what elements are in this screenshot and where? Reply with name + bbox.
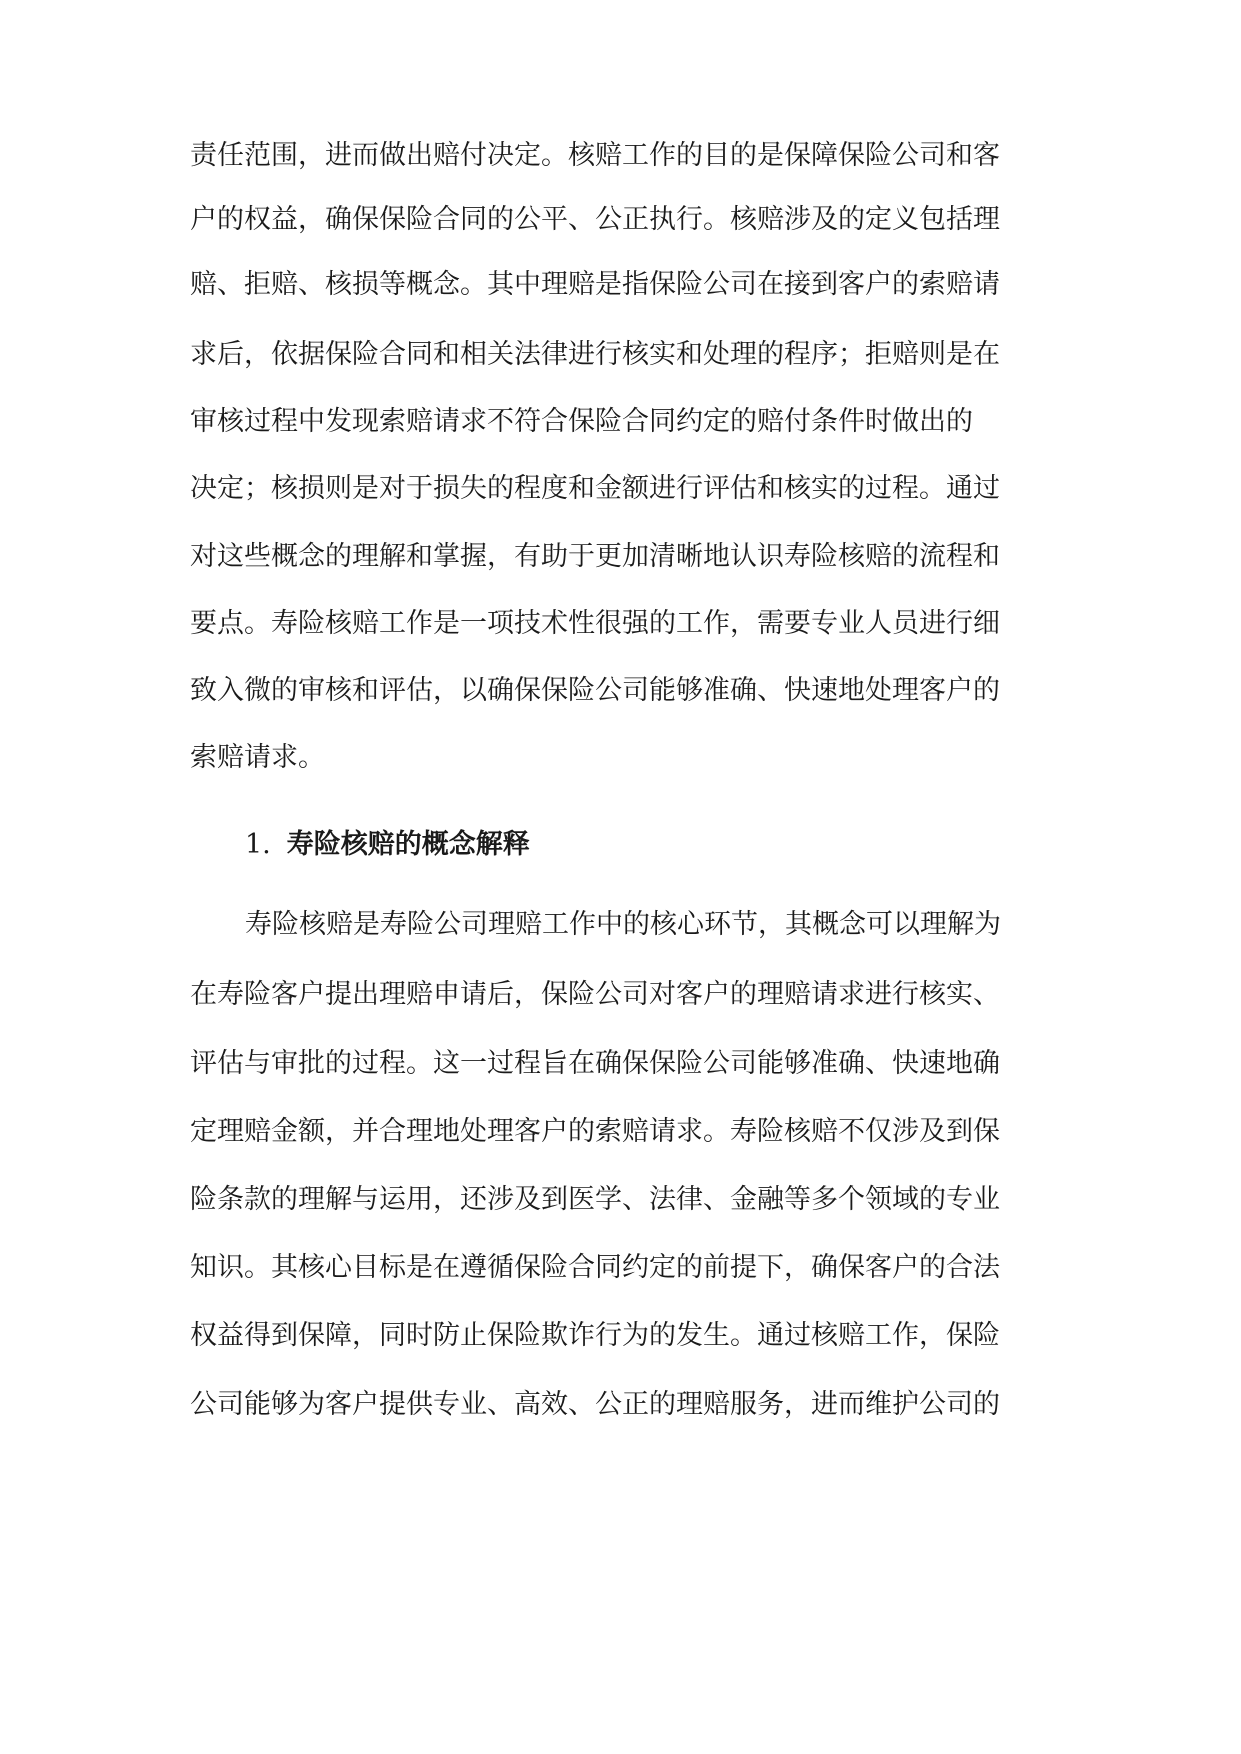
paragraph-2-line-5: 险条款的理解与运用，还涉及到医学、法律、金融等多个领域的专业 (190, 1184, 1000, 1215)
paragraph-2-line-7: 权益得到保障，同时防止保险欺诈行为的发生。通过核赔工作，保险 (190, 1320, 1000, 1351)
paragraph-2-line-1: 寿险核赔是寿险公司理赔工作中的核心环节，其概念可以理解为 (245, 909, 1001, 940)
section-heading (245, 827, 530, 863)
section-number: 1. (245, 829, 271, 860)
paragraph-1-line-7: 对这些概念的理解和掌握，有助于更加清晰地认识寿险核赔的流程和 (190, 541, 1000, 572)
paragraph-1-line-5: 审核过程中发现索赔请求不符合保险合同约定的赔付条件时做出的 (190, 406, 973, 437)
paragraph-1-line-2: 户的权益，确保保险合同的公平、公正执行。核赔涉及的定义包括理 (190, 204, 1000, 235)
paragraph-1-line-1: 责任范围，进而做出赔付决定。核赔工作的目的是保障保险公司和客 (190, 140, 1000, 171)
paragraph-1-line-4: 求后，依据保险合同和相关法律进行核实和处理的程序；拒赔则是在 (190, 339, 1000, 370)
paragraph-2-line-4: 定理赔金额，并合理地处理客户的索赔请求。寿险核赔不仅涉及到保 (190, 1116, 1000, 1147)
paragraph-2-line-3: 评估与审批的过程。这一过程旨在确保保险公司能够准确、快速地确 (190, 1048, 1000, 1079)
paragraph-2-line-2: 在寿险客户提出理赔申请后，保险公司对客户的理赔请求进行核实、 (190, 979, 1000, 1010)
paragraph-1-line-3: 赔、拒赔、核损等概念。其中理赔是指保险公司在接到客户的索赔请 (190, 269, 1000, 300)
paragraph-1-line-10: 索赔请求。 (190, 742, 325, 773)
paragraph-2-line-8: 公司能够为客户提供专业、高效、公正的理赔服务，进而维护公司的 (190, 1389, 1000, 1420)
paragraph-2-line-6: 知识。其核心目标是在遵循保险合同约定的前提下，确保客户的合法 (190, 1252, 1000, 1283)
section-title: 寿险核赔的概念解释 (286, 829, 530, 860)
paragraph-1-line-9: 致入微的审核和评估，以确保保险公司能够准确、快速地处理客户的 (190, 675, 1000, 706)
paragraph-1-line-8: 要点。寿险核赔工作是一项技术性很强的工作，需要专业人员进行细 (190, 608, 1000, 639)
paragraph-1-line-6: 决定；核损则是对于损失的程度和金额进行评估和核实的过程。通过 (190, 473, 1000, 504)
